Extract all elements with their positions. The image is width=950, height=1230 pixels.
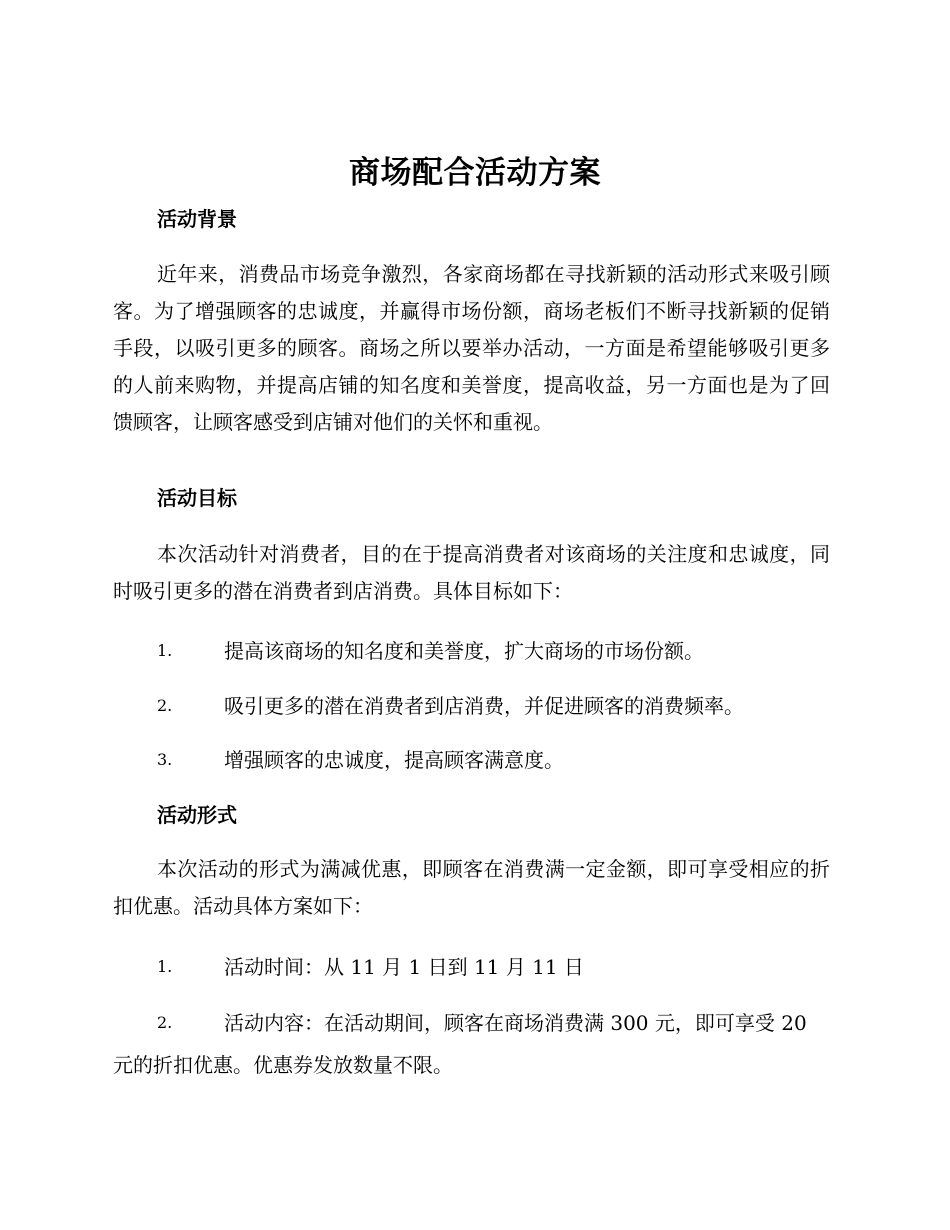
list-item-number: 3. — [157, 750, 173, 769]
document-title: 商场配合活动方案 — [349, 155, 601, 191]
section-heading-background: 活动背景 — [157, 207, 237, 231]
section-paragraph-goals: 本次活动针对消费者，目的在于提高消费者对该商场的关注度和忠诚度，同时吸引更多的潜在消费者到店消费。具体目标如下： — [113, 542, 830, 603]
list-item — [113, 630, 830, 672]
list-item-text: 吸引更多的潜在消费者到店消费，并促进顾客的消费频率。 — [224, 694, 744, 718]
list-item — [113, 1002, 830, 1086]
list-item — [113, 946, 830, 988]
list-item — [113, 685, 830, 727]
list-item-text: 活动时间：从 11 月 1 日到 11 月 11 日 — [224, 955, 584, 979]
list-item-number: 1. — [157, 957, 173, 976]
list-item — [113, 739, 830, 781]
list-item-text: 活动内容：在活动期间，顾客在商场消费满 300 元，即可享受 20 元的折扣优惠。优惠券发放数量不限。 — [113, 1011, 807, 1077]
section-heading-goals: 活动目标 — [157, 486, 237, 510]
list-item-number: 2. — [157, 1013, 173, 1032]
list-item-text: 增强顾客的忠诚度，提高顾客满意度。 — [224, 748, 564, 772]
section-paragraph-format: 本次活动的形式为满减优惠，即顾客在消费满一定金额，即可享受相应的折扣优惠。活动具体方案如下： — [113, 857, 830, 918]
section-heading-format: 活动形式 — [157, 803, 237, 827]
list-item-text: 提高该商场的知名度和美誉度，扩大商场的市场份额。 — [224, 639, 704, 663]
section-paragraph-background: 近年来，消费品市场竞争激烈，各家商场都在寻找新颖的活动形式来吸引顾客。为了增强顾客的忠诚度，并赢得市场份额，商场老板们不断寻找新颖的促销手段，以吸引更多的顾客。商场之所以要举办活动，一方面是希望能够吸引更多的人前来购物，并提高店铺的知名度和美誉度，提高收益，另一方面也是为了回馈顾客，让顾客感受到店铺对他们的关怀和重视。 — [113, 262, 830, 434]
list-item-number: 2. — [157, 696, 173, 715]
list-item-number: 1. — [157, 641, 173, 660]
